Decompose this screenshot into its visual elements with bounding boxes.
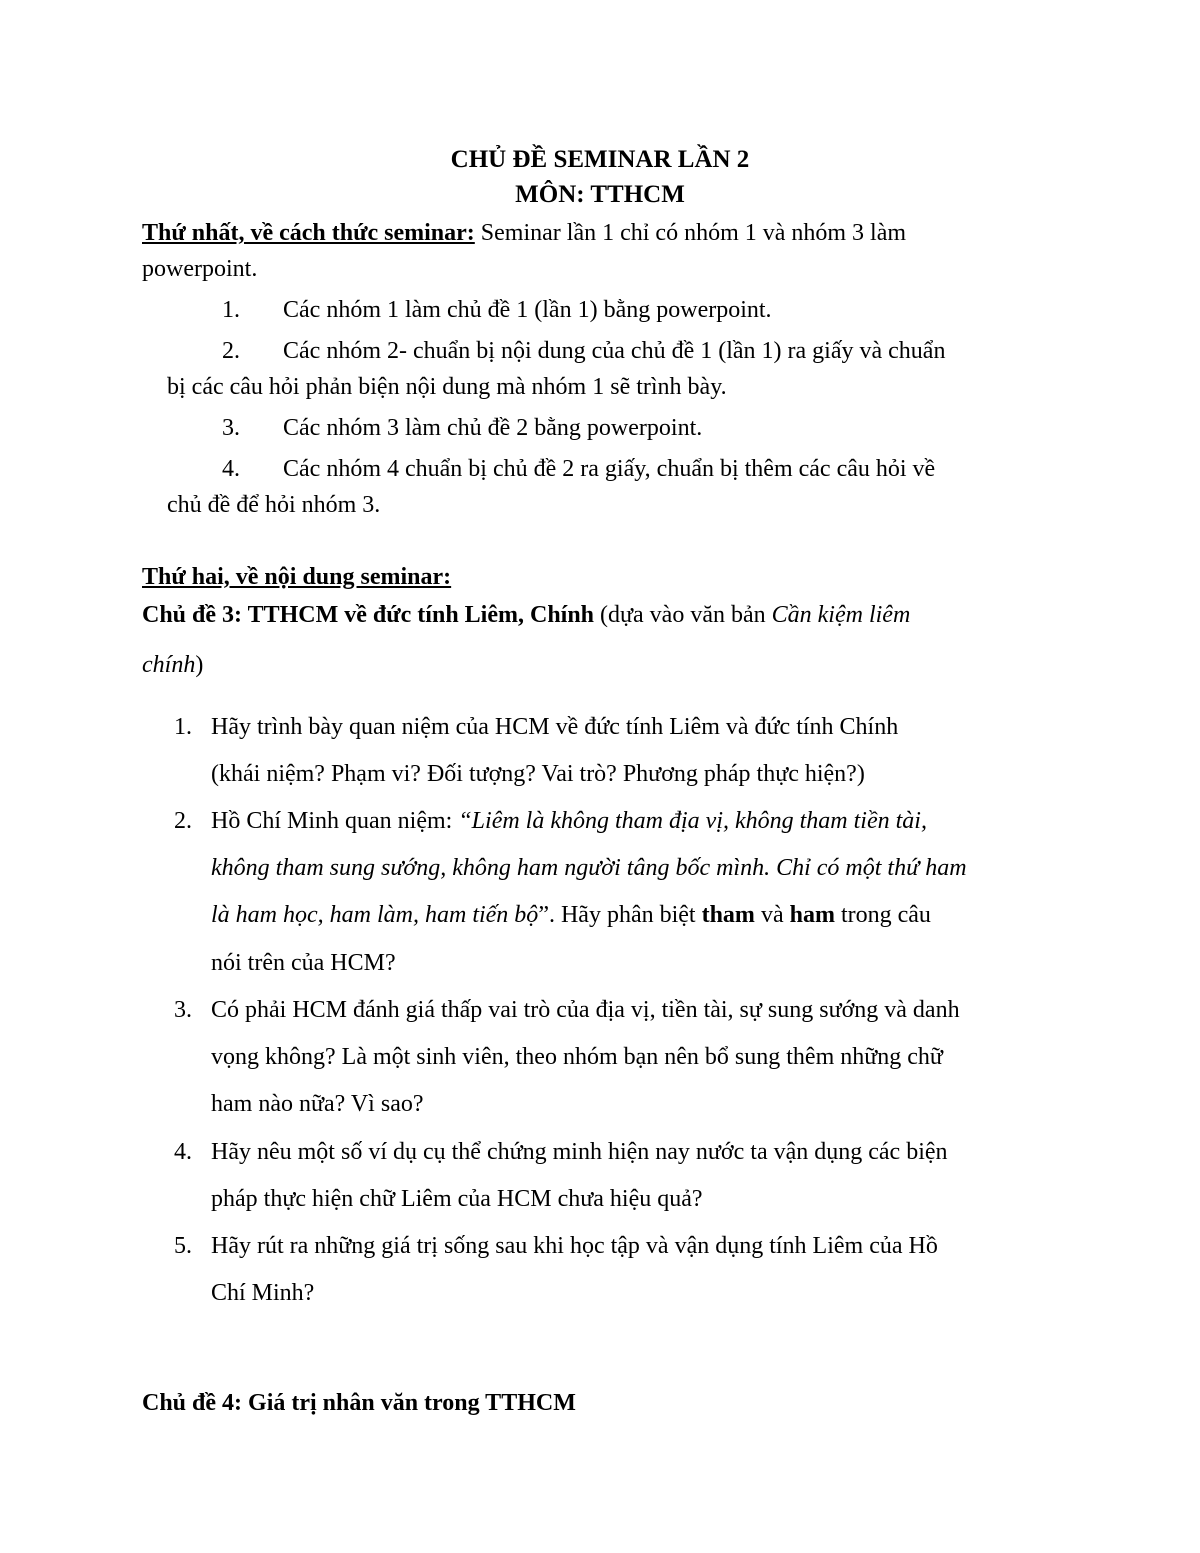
part1-item-number: 3. [222, 415, 240, 441]
topic3-paren-close: ) [195, 652, 204, 678]
topic3-paren-open: (dựa vào văn bản [594, 602, 772, 628]
topic3-label: Chủ đề 3: TTHCM về đức tính Liêm, Chính [142, 602, 595, 628]
q2-quote: “Liêm là không tham địa vị, không tham tiền tài, [458, 808, 927, 834]
part2-heading: Thứ hai, về nội dung seminar: [142, 564, 452, 590]
topic3-heading-line2 [142, 652, 203, 679]
part1-item-text: Các nhóm 1 làm chủ đề 1 (lần 1) bằng powerpoint. [283, 297, 772, 323]
question-text: vọng không? Là một sinh viên, theo nhóm bạn nên bổ sung thêm những chữ [211, 1044, 943, 1070]
question-text: Chí Minh? [211, 1280, 315, 1306]
part1-intro [142, 220, 906, 247]
question-number: 2. [174, 808, 192, 834]
question-number: 1. [174, 714, 192, 740]
q2-and: và [754, 902, 790, 928]
part1-intro-line2: powerpoint. [142, 256, 258, 282]
question-text [211, 902, 931, 929]
subject-title: MÔN: TTHCM [515, 181, 685, 208]
part1-heading: Thứ nhất, về cách thức seminar: [142, 220, 475, 246]
q2-word-ham: ham [789, 902, 835, 928]
part1-item-number: 4. [222, 456, 240, 482]
question-text: Hãy rút ra những giá trị sống sau khi học tập và vận dụng tính Liêm của Hồ [211, 1233, 938, 1259]
topic3-source: Cần kiệm liêm [771, 602, 911, 628]
q2-quote: không tham sung sướng, không ham người tâng bốc mình. Chỉ có một thứ ham [211, 855, 967, 881]
question-number: 5. [174, 1233, 192, 1259]
part1-item-text: chủ đề để hỏi nhóm 3. [167, 492, 381, 518]
q2-tail: trong câu [834, 902, 931, 928]
part1-item-number: 2. [222, 338, 240, 364]
document-title: CHỦ ĐỀ SEMINAR LẦN 2 [450, 146, 750, 173]
part1-intro-text: Seminar lần 1 chỉ có nhóm 1 và nhóm 3 làm [474, 220, 907, 246]
part1-item-number: 1. [222, 297, 240, 323]
question-text [211, 808, 927, 835]
topic3-heading [142, 602, 910, 629]
part1-item-text: Các nhóm 3 làm chủ đề 2 bằng powerpoint. [283, 415, 703, 441]
question-text: (khái niệm? Phạm vi? Đối tượng? Vai trò? Phương pháp thực hiện?) [211, 761, 865, 787]
topic3-source-cont: chính [142, 652, 196, 678]
q2-quote: là ham học, ham làm, ham tiến bộ [211, 902, 539, 928]
part1-item-text: bị các câu hỏi phản biện nội dung mà nhóm 1 sẽ trình bày. [167, 374, 727, 400]
question-number: 3. [174, 997, 192, 1023]
q2-word-tham: tham [701, 902, 755, 928]
question-text: Có phải HCM đánh giá thấp vai trò của địa vị, tiền tài, sự sung sướng và danh [211, 997, 960, 1023]
topic4-heading: Chủ đề 4: Giá trị nhân văn trong TTHCM [142, 1390, 576, 1416]
question-text: Hãy trình bày quan niệm của HCM về đức tính Liêm và đức tính Chính [211, 714, 899, 740]
question-text: pháp thực hiện chữ Liêm của HCM chưa hiệu quả? [211, 1186, 703, 1212]
part1-item-text: Các nhóm 2- chuẩn bị nội dung của chủ đề 1 (lần 1) ra giấy và chuẩn [283, 338, 946, 364]
question-text: Hãy nêu một số ví dụ cụ thể chứng minh hiện nay nước ta vận dụng các biện [211, 1139, 948, 1165]
q2-lead: Hồ Chí Minh quan niệm: [211, 808, 459, 834]
part1-item-text: Các nhóm 4 chuẩn bị chủ đề 2 ra giấy, chuẩn bị thêm các câu hỏi về [283, 456, 936, 482]
question-text: ham nào nữa? Vì sao? [211, 1091, 424, 1117]
question-number: 4. [174, 1139, 192, 1165]
question-text: nói trên của HCM? [211, 950, 396, 976]
q2-after-quote: ”. Hãy phân biệt [538, 902, 702, 928]
